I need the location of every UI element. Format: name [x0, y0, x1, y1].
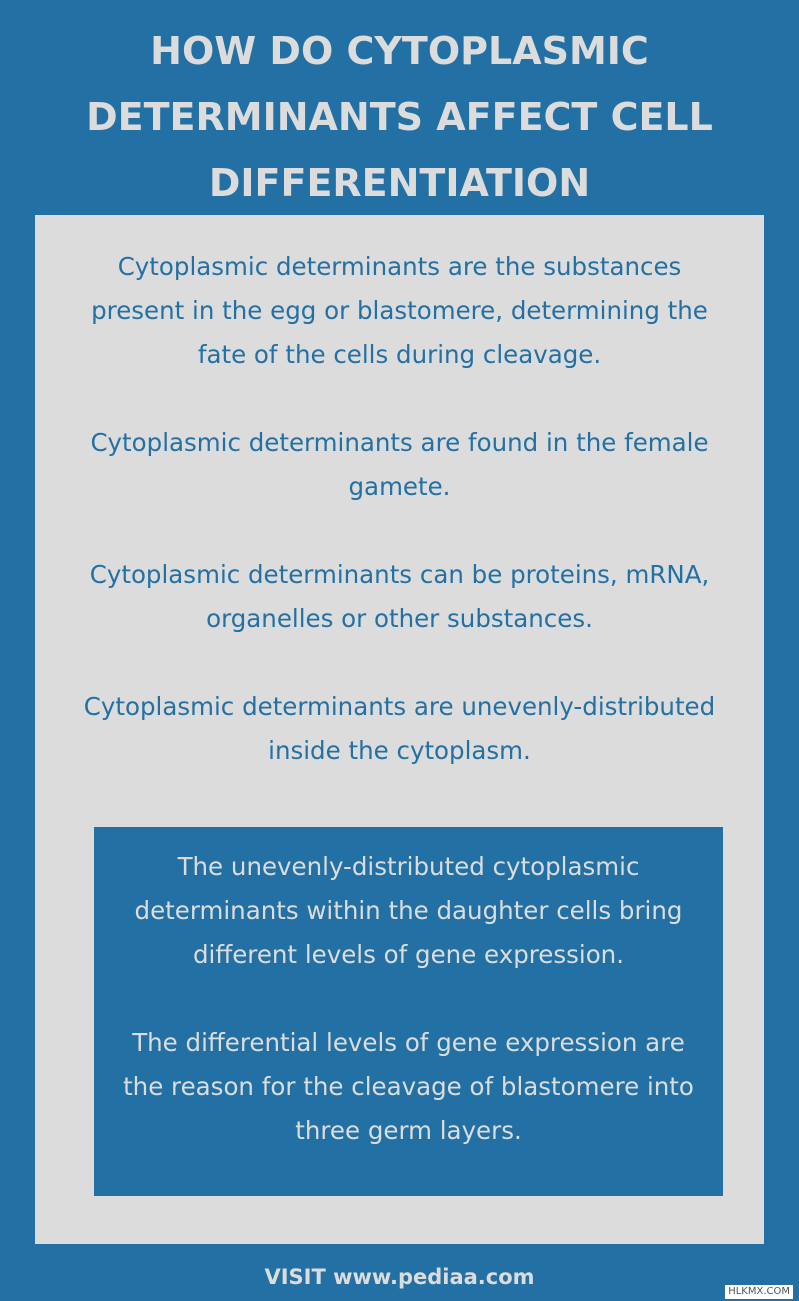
summary-gene-expression: The unevenly-distributed cytoplasmic determinants within the daughter cells bring different levels of gene expression.	[134, 852, 683, 969]
content-panel	[35, 215, 764, 1244]
title-line-2: DETERMINANTS AFFECT CELL	[86, 95, 713, 139]
watermark: HLKMX.COM	[725, 1285, 793, 1299]
summary-box	[94, 827, 723, 1196]
footer-link[interactable]: VISIT www.pediaa.com	[264, 1265, 535, 1289]
summary-germ-layers: The differential levels of gene expression are the reason for the cleavage of blastomere into three germ layers.	[123, 1028, 694, 1145]
page-title	[0, 18, 799, 216]
fact-composition: Cytoplasmic determinants can be proteins, mRNA, organelles or other substances.	[89, 560, 710, 633]
facts-list	[35, 245, 764, 817]
title-line-3: DIFFERENTIATION	[208, 161, 591, 205]
fact-definition: Cytoplasmic determinants are the substances present in the egg or blastomere, determining the fate of the cells during cleavage.	[91, 252, 708, 369]
summary-content	[94, 845, 723, 1197]
fact-location: Cytoplasmic determinants are found in the female gamete.	[90, 428, 709, 501]
title-line-1: HOW DO CYTOPLASMIC	[150, 29, 649, 73]
fact-distribution: Cytoplasmic determinants are unevenly-distributed inside the cytoplasm.	[83, 692, 716, 765]
